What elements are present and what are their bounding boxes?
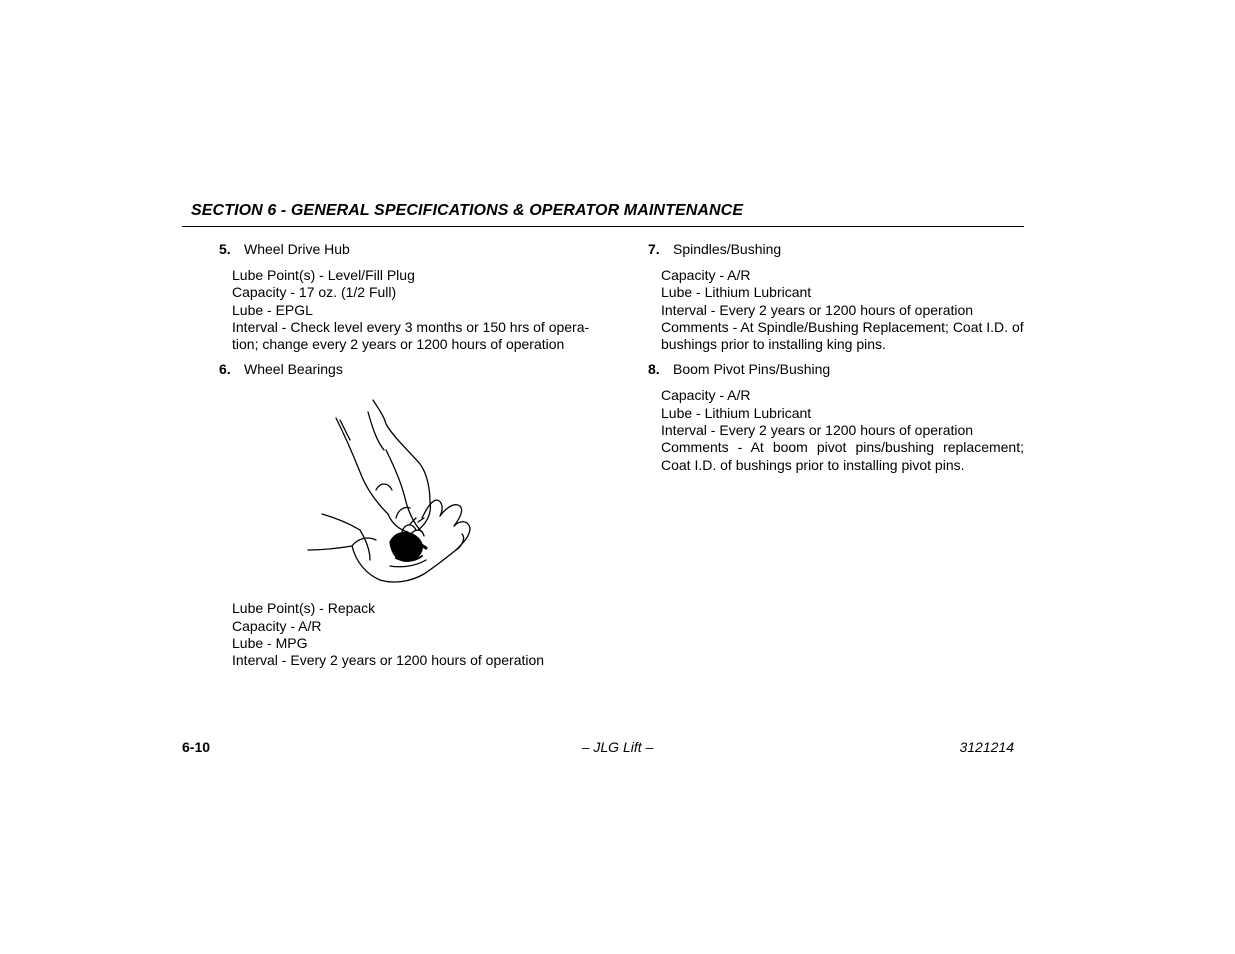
detail-line: Capacity - A/R <box>232 617 322 634</box>
item-details <box>232 600 599 669</box>
detail-line: Interval - Every 2 years or 1200 hours of operation <box>661 301 974 318</box>
item-wheel-drive-hub <box>219 241 599 353</box>
document-number: 3121214 <box>959 739 1014 755</box>
detail-line: Comments - At Spindle/Bushing Replacement; Coat I.D. of <box>661 318 1024 335</box>
detail-line: tion; change every 2 years or 1200 hours of operation <box>232 336 565 353</box>
detail-line: Lube - MPG <box>232 635 308 652</box>
item-title: Spindles/Bushing <box>673 241 782 257</box>
section-title: SECTION 6 - GENERAL SPECIFICATIONS & OPERATOR MAINTENANCE <box>191 202 744 219</box>
detail-line: Lube - EPGL <box>232 301 313 318</box>
item-wheel-bearings <box>219 361 599 669</box>
detail-line: Capacity - A/R <box>661 387 751 404</box>
item-boom-pivot-pins <box>648 361 1024 473</box>
header-rule <box>182 226 1024 227</box>
item-title: Wheel Bearings <box>244 361 343 378</box>
hand-repacking-bearing-illustration <box>306 390 481 590</box>
item-title: Wheel Drive Hub <box>244 241 350 257</box>
item-number: 8. <box>648 361 660 378</box>
detail-line: Comments - At boom pivot pins/bushing replacement; <box>661 439 1024 456</box>
detail-line: Interval - Every 2 years or 1200 hours of operation <box>661 422 974 439</box>
item-number: 6. <box>219 361 231 378</box>
item-details <box>661 387 1024 473</box>
footer-brand: – JLG Lift – <box>581 739 654 755</box>
detail-line: Lube - Lithium Lubricant <box>661 404 812 421</box>
detail-line: Lube - Lithium Lubricant <box>661 284 812 301</box>
item-number: 5. <box>219 241 231 257</box>
item-number: 7. <box>648 241 660 257</box>
item-title: Boom Pivot Pins/Bushing <box>673 361 831 378</box>
detail-line: bushings prior to installing king pins. <box>661 336 886 353</box>
item-details <box>661 267 1024 353</box>
detail-line: Capacity - A/R <box>661 267 751 283</box>
right-column <box>648 241 1024 474</box>
detail-line: Interval - Every 2 years or 1200 hours of operation <box>232 652 545 669</box>
item-spindles-bushing <box>648 241 1024 353</box>
detail-line: Capacity - 17 oz. (1/2 Full) <box>232 284 397 301</box>
detail-line: Coat I.D. of bushings prior to installing pivot pins. <box>661 456 965 473</box>
item-details <box>232 267 599 353</box>
detail-line: Lube Point(s) - Repack <box>232 600 376 617</box>
detail-line: Interval - Check level every 3 months or 150 hrs of opera- <box>232 318 590 335</box>
page-number: 6-10 <box>182 739 211 755</box>
detail-line: Lube Point(s) - Level/Fill Plug <box>232 267 415 283</box>
left-column <box>219 241 599 670</box>
